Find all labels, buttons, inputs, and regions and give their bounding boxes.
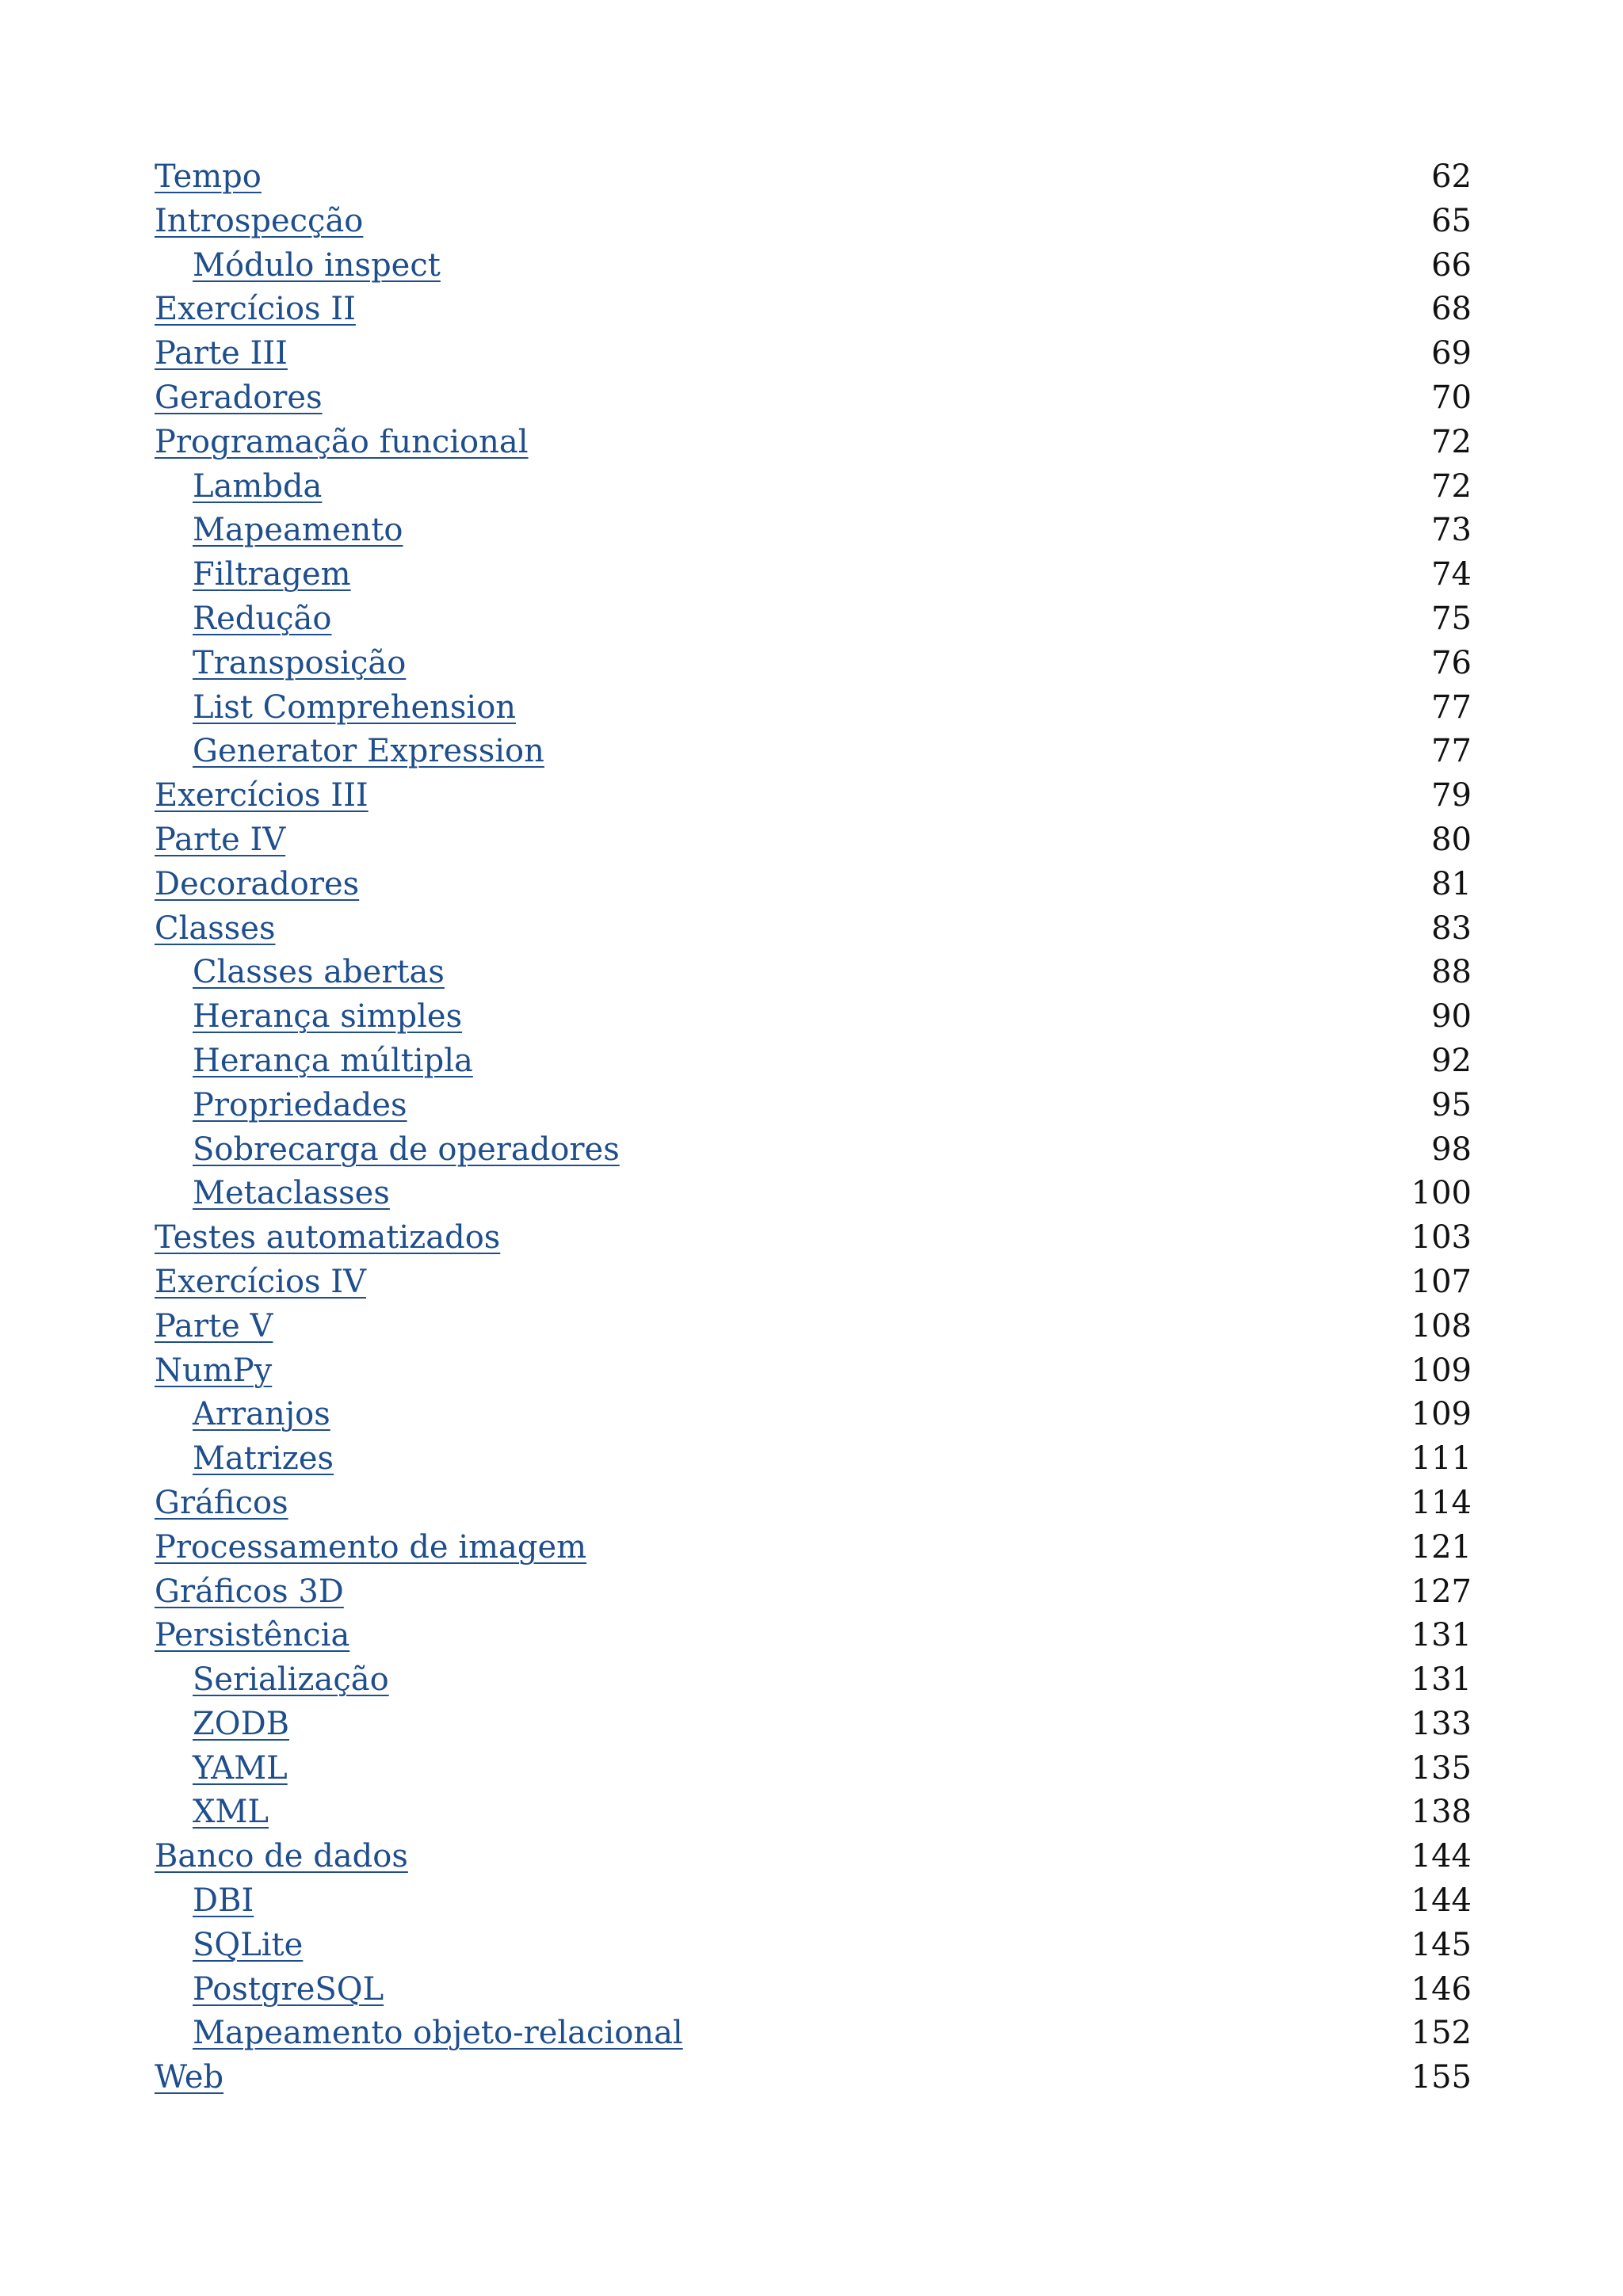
- toc-entry: [155, 1703, 1472, 1747]
- table-of-contents: [155, 155, 1472, 2100]
- toc-entry-link[interactable]: Arranjos: [193, 1396, 330, 1433]
- toc-entry: [155, 995, 1472, 1039]
- toc-page-number: 109: [1411, 1352, 1472, 1389]
- toc-entry: [155, 465, 1472, 509]
- toc-entry-link[interactable]: Exercícios III: [155, 777, 369, 814]
- toc-entry: [155, 907, 1472, 952]
- toc-page-number: 127: [1411, 1573, 1472, 1610]
- toc-entry: [155, 1039, 1472, 1084]
- toc-page-number: 138: [1411, 1794, 1472, 1831]
- toc-entry-link[interactable]: Exercícios IV: [155, 1263, 366, 1300]
- toc-entry-link[interactable]: Introspecção: [155, 202, 364, 239]
- toc-entry-link[interactable]: Programação funcional: [155, 423, 529, 460]
- toc-page-number: 98: [1431, 1131, 1472, 1168]
- toc-entry: [155, 376, 1472, 421]
- toc-page-number: 145: [1411, 1926, 1472, 1963]
- toc-page-number: 95: [1431, 1086, 1472, 1123]
- toc-page-number: 62: [1431, 158, 1472, 195]
- toc-entry-link[interactable]: Geradores: [155, 379, 323, 416]
- toc-entry-link[interactable]: Filtragem: [193, 556, 351, 593]
- toc-entry-link[interactable]: XML: [193, 1794, 269, 1831]
- toc-entry: [155, 509, 1472, 553]
- toc-entry-link[interactable]: DBI: [193, 1882, 254, 1920]
- toc-entry: [155, 553, 1472, 597]
- toc-page-number: 73: [1431, 512, 1472, 549]
- toc-entry: [155, 863, 1472, 907]
- toc-entry-link[interactable]: Persistência: [155, 1617, 350, 1654]
- toc-entry-link[interactable]: Processamento de imagem: [155, 1528, 587, 1566]
- toc-entry-link[interactable]: Parte IV: [155, 821, 286, 858]
- toc-page-number: 76: [1431, 644, 1472, 681]
- toc-page-number: 121: [1411, 1528, 1472, 1566]
- toc-page-number: 65: [1431, 202, 1472, 239]
- toc-page-number: 144: [1411, 1882, 1472, 1920]
- toc-entry: [155, 597, 1472, 642]
- toc-page-number: 92: [1431, 1042, 1472, 1079]
- toc-entry-link[interactable]: ZODB: [193, 1705, 290, 1742]
- toc-entry-link[interactable]: Herança simples: [193, 998, 463, 1035]
- toc-page-number: 77: [1431, 688, 1472, 726]
- toc-page-number: 80: [1431, 821, 1472, 858]
- toc-entry: [155, 1084, 1472, 1128]
- toc-entry: [155, 1349, 1472, 1394]
- toc-page-number: 103: [1411, 1219, 1472, 1257]
- toc-page-number: 72: [1431, 423, 1472, 460]
- toc-entry: [155, 1305, 1472, 1349]
- toc-page-number: 88: [1431, 954, 1472, 991]
- toc-entry: [155, 244, 1472, 288]
- toc-page-number: 70: [1431, 379, 1472, 416]
- toc-entry-link[interactable]: Sobrecarga de operadores: [193, 1131, 620, 1168]
- toc-entry: [155, 200, 1472, 244]
- toc-page-number: 135: [1411, 1749, 1472, 1787]
- toc-entry: [155, 1216, 1472, 1261]
- toc-entry: [155, 1482, 1472, 1526]
- toc-entry: [155, 288, 1472, 332]
- toc-entry: [155, 421, 1472, 465]
- toc-entry-link[interactable]: Redução: [193, 600, 332, 637]
- toc-entry-link[interactable]: Decoradores: [155, 865, 360, 902]
- toc-entry-link[interactable]: Herança múltipla: [193, 1042, 473, 1079]
- toc-page-number: 81: [1431, 865, 1472, 902]
- toc-page-number: 131: [1411, 1617, 1472, 1654]
- toc-entry-link[interactable]: Mapeamento objeto-relacional: [193, 2015, 683, 2052]
- toc-page-number: 66: [1431, 246, 1472, 284]
- toc-entry-link[interactable]: Banco de dados: [155, 1838, 408, 1875]
- toc-entry-link[interactable]: Web: [155, 2059, 224, 2096]
- toc-entry-link[interactable]: Transposição: [193, 644, 407, 681]
- toc-page-number: 144: [1411, 1838, 1472, 1875]
- toc-entry: [155, 730, 1472, 774]
- toc-page-number: 69: [1431, 335, 1472, 372]
- toc-entry: [155, 1526, 1472, 1570]
- toc-entry-link[interactable]: Parte V: [155, 1307, 273, 1344]
- toc-page-number: 90: [1431, 998, 1472, 1035]
- toc-entry-link[interactable]: Exercícios II: [155, 291, 356, 328]
- toc-entry-link[interactable]: SQLite: [193, 1926, 304, 1963]
- toc-page-number: 146: [1411, 1970, 1472, 2008]
- toc-page-number: 68: [1431, 291, 1472, 328]
- toc-page-number: 155: [1411, 2059, 1472, 2096]
- toc-entry: [155, 1393, 1472, 1437]
- toc-page-number: 79: [1431, 777, 1472, 814]
- toc-entry: [155, 1128, 1472, 1173]
- toc-entry-link[interactable]: Gráficos 3D: [155, 1573, 344, 1610]
- toc-entry-link[interactable]: Mapeamento: [193, 512, 403, 549]
- toc-entry: [155, 1747, 1472, 1791]
- toc-page-number: 83: [1431, 910, 1472, 947]
- toc-entry-link[interactable]: YAML: [193, 1749, 288, 1787]
- toc-page-number: 152: [1411, 2015, 1472, 2052]
- toc-entry: [155, 686, 1472, 730]
- toc-entry: [155, 951, 1472, 995]
- toc-entry-link[interactable]: Tempo: [155, 158, 262, 195]
- toc-entry-link[interactable]: Metaclasses: [193, 1175, 390, 1212]
- toc-entry: [155, 818, 1472, 863]
- toc-entry: [155, 1835, 1472, 1879]
- toc-entry-link[interactable]: Classes: [155, 910, 276, 947]
- toc-entry-link[interactable]: Propriedades: [193, 1086, 407, 1123]
- toc-entry-link[interactable]: Lambda: [193, 467, 323, 505]
- toc-entry-link[interactable]: List Comprehension: [193, 688, 517, 726]
- toc-entry-link[interactable]: NumPy: [155, 1352, 273, 1389]
- toc-page-number: 111: [1411, 1440, 1472, 1478]
- toc-entry-link[interactable]: Generator Expression: [193, 733, 544, 770]
- toc-entry: [155, 1570, 1472, 1615]
- toc-page-number: 133: [1411, 1705, 1472, 1742]
- toc-page-number: 114: [1411, 1484, 1472, 1521]
- toc-entry: [155, 1658, 1472, 1703]
- toc-entry: [155, 1791, 1472, 1835]
- toc-page-number: 74: [1431, 556, 1472, 593]
- toc-entry: [155, 774, 1472, 818]
- toc-entry-link[interactable]: Módulo inspect: [193, 246, 441, 284]
- toc-entry: [155, 642, 1472, 686]
- toc-entry-link[interactable]: Matrizes: [193, 1440, 334, 1478]
- toc-entry: [155, 1924, 1472, 1968]
- toc-entry: [155, 2056, 1472, 2100]
- toc-entry: [155, 1614, 1472, 1658]
- toc-entry-link[interactable]: Classes abertas: [193, 954, 445, 991]
- toc-page-number: 100: [1411, 1175, 1472, 1212]
- toc-page-number: 108: [1411, 1307, 1472, 1344]
- toc-entry-link[interactable]: Parte III: [155, 335, 288, 372]
- toc-entry: [155, 1879, 1472, 1924]
- toc-page-number: 131: [1411, 1661, 1472, 1699]
- toc-entry: [155, 1437, 1472, 1482]
- toc-page-number: 77: [1431, 733, 1472, 770]
- toc-entry-link[interactable]: PostgreSQL: [193, 1970, 384, 2008]
- toc-entry-link[interactable]: Testes automatizados: [155, 1219, 501, 1257]
- toc-entry-link[interactable]: Gráficos: [155, 1484, 288, 1521]
- toc-page-number: 72: [1431, 467, 1472, 505]
- toc-entry: [155, 332, 1472, 376]
- toc-page-number: 109: [1411, 1396, 1472, 1433]
- toc-page-number: 75: [1431, 600, 1472, 637]
- toc-page-number: 107: [1411, 1263, 1472, 1300]
- toc-entry: [155, 2012, 1472, 2056]
- toc-entry: [155, 1172, 1472, 1216]
- toc-entry: [155, 1968, 1472, 2012]
- toc-entry-link[interactable]: Serialização: [193, 1661, 389, 1699]
- toc-entry: [155, 1261, 1472, 1305]
- toc-entry: [155, 155, 1472, 200]
